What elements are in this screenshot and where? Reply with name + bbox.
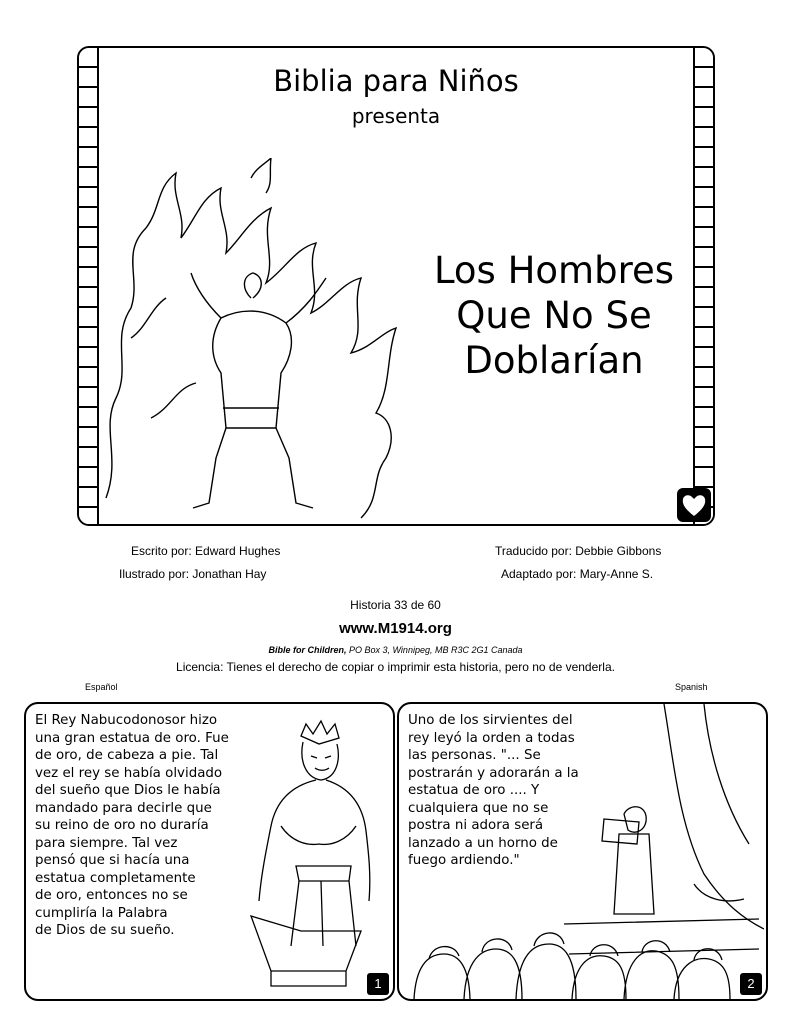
address-org: Bible for Children,: [268, 645, 347, 655]
cover-frame: [77, 46, 715, 526]
series-title: Biblia para Niños: [273, 64, 519, 98]
website-link[interactable]: www.M1914.org: [339, 620, 452, 637]
panel-number: 2: [740, 973, 762, 995]
story-panel-2: [397, 702, 768, 1001]
story-panel-1: [24, 702, 395, 1001]
statue-illustration: [231, 716, 391, 996]
panel-text: El Rey Nabucodonosor hizo una gran estatua de oro. Fue de oro, de cabeza a pie. Tal vez el rey se había olvidado del sueño que Dios le había mandado para decirle que su reino de oro no duraría para siempre. Tal vez pensó que si hacía una estatua completamente de oro, entonces no se cumpliría la Palabra de Dios de su sueño.: [35, 713, 229, 938]
translated-by: Traducido por: Debbie Gibbons: [495, 544, 662, 558]
written-by: Escrito por: Edward Hughes: [131, 544, 281, 558]
license-text: Licencia: Tienes el derecho de copiar o imprimir esta historia, pero no de venderla.: [176, 660, 615, 674]
presents-label: presenta: [351, 104, 441, 128]
heart-logo-icon: [677, 488, 711, 522]
panel-text: Uno de los sirvientes del rey leyó la orden a todas las personas. "... Se postrarán y adorarán a la estatua de oro .... Y cualquiera que no se postra ni adora será lanzado a un horno de fuego ardiendo.": [408, 713, 579, 868]
address-rest: PO Box 3, Winnipeg, MB R3C 2G1 Canada: [346, 645, 523, 655]
story-title: [409, 248, 699, 383]
story-title-line: Doblarían: [464, 339, 644, 382]
language-english: Spanish: [675, 682, 708, 692]
crowd-illustration: [404, 704, 764, 999]
adapted-by: Adaptado por: Mary-Anne S.: [501, 567, 654, 581]
story-title-line: Los Hombres: [433, 249, 675, 292]
language-native: Español: [85, 682, 118, 692]
fire-figure-illustration: [101, 158, 401, 526]
illustrated-by: Ilustrado por: Jonathan Hay: [119, 567, 267, 581]
panel-number: 1: [367, 973, 389, 995]
story-title-line: Que No Se: [456, 294, 652, 337]
address: [0, 645, 791, 655]
story-number: Historia 33 de 60: [350, 598, 441, 612]
